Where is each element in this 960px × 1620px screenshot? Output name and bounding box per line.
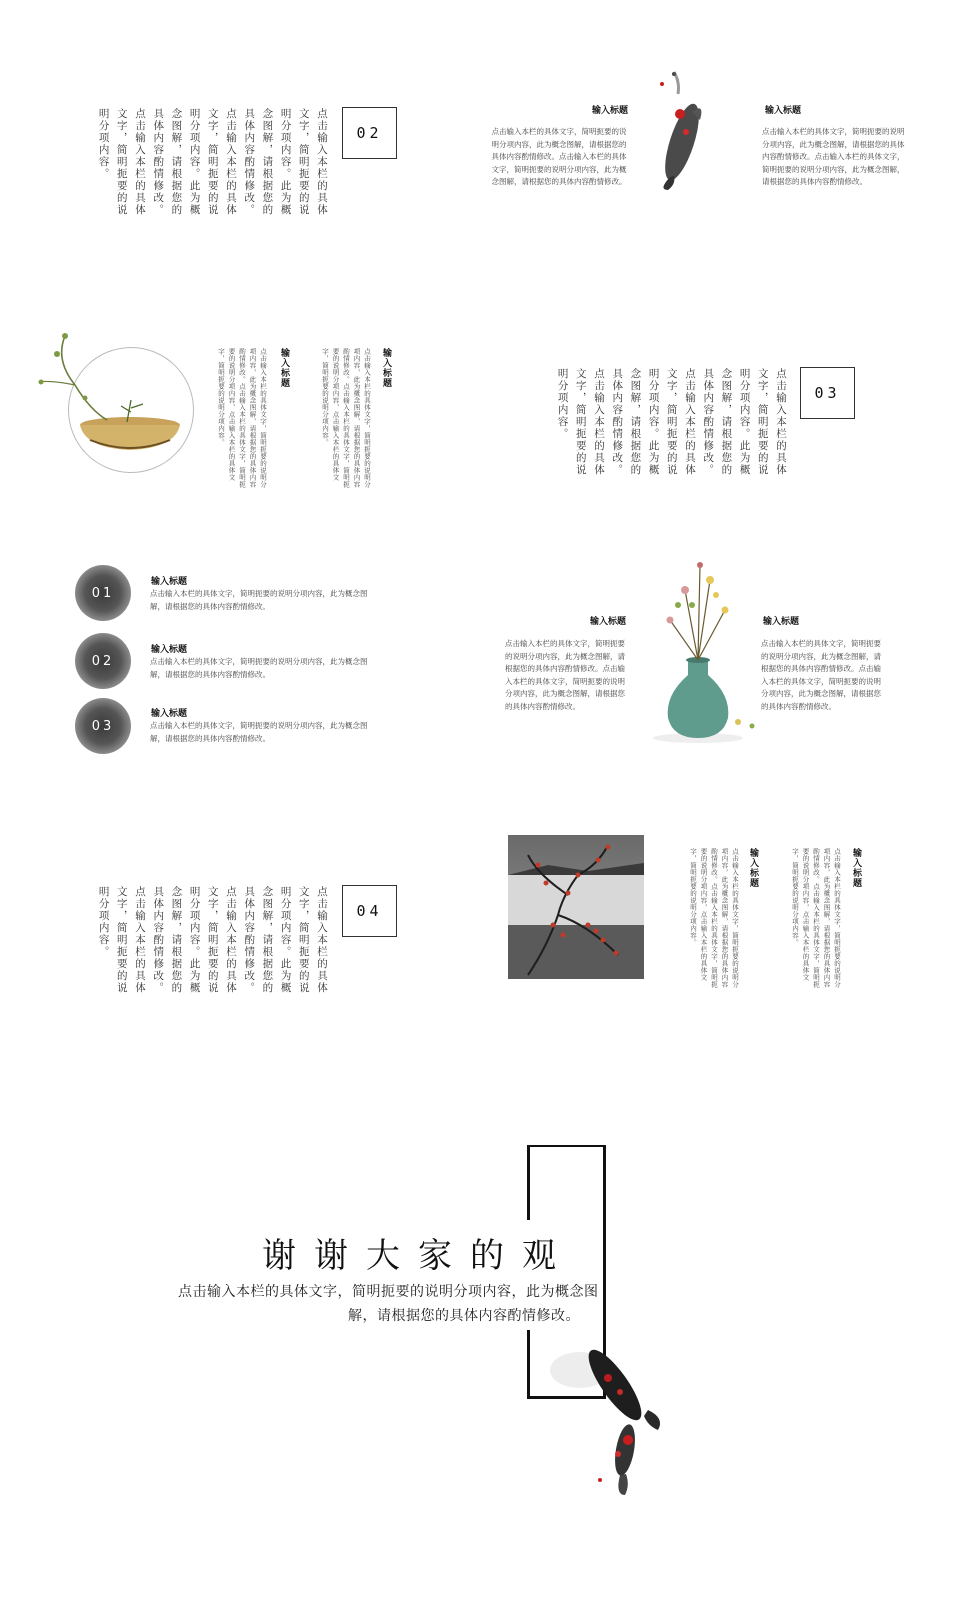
vertical-text-column: 文字，简明扼要的说 [665, 368, 678, 476]
section-text-right: 点击输入本栏的具体文字，简明扼要的说明分项内容，此为概念图解，请根据您的具体内容酌情修改。点击输入本栏的具体文字，简明扼要的说明分项内容，此为概念图解，请根据您的具体内容酌情修改。 [762, 127, 905, 186]
vertical-text-column: 念图解，请根据您的 [170, 108, 183, 216]
bonsai-pot-illustration [35, 330, 185, 460]
vertical-text-column: 文字，简明扼要的说 [574, 368, 587, 476]
vertical-text-column: 点击输入本栏的具体 [684, 368, 696, 476]
vertical-text-column: 具体内容酌情修改。 [243, 886, 256, 994]
ink-number-3: 03 [75, 698, 131, 754]
section-title-left: 输入标题 [590, 617, 627, 627]
vertical-text-column: 具体内容酌情修改。 [611, 368, 624, 476]
vertical-text-column: 点击输入本栏的具体 [316, 108, 328, 216]
section-title-b: 输入标题 [279, 348, 289, 388]
slide-2 [480, 0, 960, 250]
slide-7 [0, 780, 480, 1030]
section-text-left: 点击输入本栏的具体文字，简明扼要的说明分项内容，此为概念图解，请根据您的具体内容酌情修改。点击输入本栏的具体文字，简明扼要的说明分项内容，此为概念图解，请根据您的具体内容酌情修改。 [491, 127, 627, 186]
vertical-text-column: 点击输入本栏的具体文字，简明扼要的说明分 [731, 848, 739, 988]
slide-9 [0, 1040, 960, 1620]
section-title-right: 输入标题 [765, 106, 802, 116]
vertical-text-column: 要的说明分项内容，点击输入本栏的具体文 [801, 848, 810, 981]
item-text-2: 点击输入本栏的具体文字，简明扼要的说明分项内容，此为概念图解，请根据您的具体内容酌情修改。 [150, 657, 368, 679]
vertical-text-column: 项内容，此为概念图解，请根据您的具体内容 [352, 348, 361, 488]
slide-5 [0, 530, 480, 780]
vertical-text-column: 酌情修改。点击输入本栏的具体文字，简明扼 [812, 848, 820, 988]
vertical-text-column: 具体内容酌情修改。 [152, 108, 165, 216]
vertical-text-column: 要的说明分项内容，点击输入本栏的具体文 [227, 348, 236, 481]
vertical-text-column: 字，简明扼要的说明分项内容。 [689, 848, 697, 946]
slide-1 [0, 0, 480, 250]
vertical-text-column: 点击输入本栏的具体 [134, 108, 146, 216]
vertical-text-column: 点击输入本栏的具体文字，简明扼要的说明分 [363, 348, 371, 488]
section-text-left: 点击输入本栏的具体文字，简明扼要的说明分项内容，此为概念图解，请根据您的具体内容酌情修改。点击输入本栏的具体文字，简明扼要的说明分项内容，此为概念图解，请根据您的具体内容酌情修改。 [505, 639, 625, 711]
section-number-box: 03 [800, 367, 855, 419]
ink-number-2: 02 [75, 633, 131, 689]
section-title-a: 输入标题 [381, 348, 391, 388]
vertical-text-column: 念图解，请根据您的 [261, 108, 274, 216]
vertical-text-column: 文字，简明扼要的说 [206, 108, 219, 216]
closing-subtitle-line-1: 点击输入本栏的具体文字，简明扼要的说明分项内容，此为概念图 [178, 1284, 599, 1300]
vertical-text-column: 字，简明扼要的说明分项内容。 [791, 848, 799, 946]
vertical-text-column: 项内容，此为概念图解，请根据您的具体内容 [720, 848, 729, 988]
koi-fish-illustration [650, 72, 720, 192]
vertical-text-column: 念图解，请根据您的 [261, 886, 274, 994]
closing-subtitle-line-2: 解，请根据您的具体内容酌情修改。 [348, 1308, 580, 1324]
vertical-text-column: 文字，简明扼要的说 [297, 886, 310, 994]
item-text-1: 点击输入本栏的具体文字，简明扼要的说明分项内容，此为概念图解，请根据您的具体内容酌情修改。 [150, 589, 368, 611]
vertical-text-column: 具体内容酌情修改。 [702, 368, 715, 476]
vertical-text-column: 文字，简明扼要的说 [756, 368, 769, 476]
section-title-b: 输入标题 [748, 848, 758, 888]
vertical-text-column: 酌情修改。点击输入本栏的具体文字，简明扼 [710, 848, 718, 988]
plum-blossom-photo [508, 835, 644, 979]
vertical-text-column: 明分项内容。此为概 [647, 368, 660, 476]
vertical-text-column: 点击输入本栏的具体文字，简明扼要的说明分 [833, 848, 841, 988]
section-number-box: 04 [342, 885, 397, 937]
vertical-text-column: 明分项内容。 [97, 886, 110, 958]
vertical-text-column: 项内容，此为概念图解，请根据您的具体内容 [248, 348, 257, 488]
vertical-text-column: 文字，简明扼要的说 [297, 108, 310, 216]
vertical-text-column: 念图解，请根据您的 [629, 368, 642, 476]
item-text-3: 点击输入本栏的具体文字，简明扼要的说明分项内容，此为概念图解，请根据您的具体内容酌情修改。 [150, 721, 368, 743]
vertical-text-column: 点击输入本栏的具体 [316, 886, 328, 994]
section-text-right: 点击输入本栏的具体文字，简明扼要的说明分项内容，此为概念图解，请根据您的具体内容酌情修改。点击输入本栏的具体文字，简明扼要的说明分项内容，此为概念图解，请根据您的具体内容酌情修改。 [761, 639, 881, 711]
closing-title: 谢谢大家的观 [262, 1236, 574, 1276]
vertical-text-column: 点击输入本栏的具体 [225, 108, 237, 216]
vertical-text-column: 明分项内容。此为概 [188, 886, 201, 994]
vertical-text-column: 念图解，请根据您的 [170, 886, 183, 994]
vertical-text-column: 明分项内容。此为概 [188, 108, 201, 216]
vertical-text-column: 文字，简明扼要的说 [206, 886, 219, 994]
ink-number-1: 01 [75, 565, 131, 621]
vase-flower-illustration [640, 550, 770, 750]
section-title-left: 输入标题 [592, 106, 629, 116]
vertical-text-column: 念图解，请根据您的 [720, 368, 733, 476]
vertical-text-column: 酌情修改。点击输入本栏的具体文字，简明扼 [342, 348, 350, 488]
vertical-text-column: 点击输入本栏的具体文字，简明扼要的说明分 [259, 348, 267, 488]
vertical-text-column: 具体内容酌情修改。 [152, 886, 165, 994]
vertical-text-column: 字，简明扼要的说明分项内容。 [321, 348, 329, 446]
vertical-text-column: 明分项内容。此为概 [738, 368, 751, 476]
vertical-text-column: 明分项内容。此为概 [279, 108, 292, 216]
vertical-text-column: 明分项内容。此为概 [279, 886, 292, 994]
vertical-text-column: 酌情修改。点击输入本栏的具体文字，简明扼 [238, 348, 246, 488]
section-title-right: 输入标题 [763, 617, 800, 627]
vertical-text-column: 字，简明扼要的说明分项内容。 [217, 348, 225, 446]
vertical-text-column: 要的说明分项内容，点击输入本栏的具体文 [331, 348, 340, 481]
vertical-text-column: 项内容，此为概念图解，请根据您的具体内容 [822, 848, 831, 988]
section-number-box: 02 [342, 107, 397, 159]
vertical-text-column: 点击输入本栏的具体 [225, 886, 237, 994]
slide-8 [480, 780, 960, 1030]
vertical-text-column: 点击输入本栏的具体 [593, 368, 605, 476]
vertical-text-column: 点击输入本栏的具体 [134, 886, 146, 994]
vertical-text-column: 文字，简明扼要的说 [115, 108, 128, 216]
item-title-1: 输入标题 [151, 577, 188, 587]
slide-3 [0, 250, 480, 515]
vertical-text-column: 明分项内容。 [97, 108, 110, 180]
slide-4 [480, 250, 960, 515]
item-title-2: 输入标题 [151, 645, 188, 655]
item-title-3: 输入标题 [151, 709, 188, 719]
vertical-text-column: 要的说明分项内容，点击输入本栏的具体文 [699, 848, 708, 981]
slide-6 [480, 530, 960, 780]
vertical-text-column: 明分项内容。 [556, 368, 569, 440]
koi-fish-pair-illustration [560, 1330, 680, 1500]
vertical-text-column: 具体内容酌情修改。 [243, 108, 256, 216]
vertical-text-column: 文字，简明扼要的说 [115, 886, 128, 994]
section-title-a: 输入标题 [851, 848, 861, 888]
vertical-text-column: 点击输入本栏的具体 [775, 368, 787, 476]
